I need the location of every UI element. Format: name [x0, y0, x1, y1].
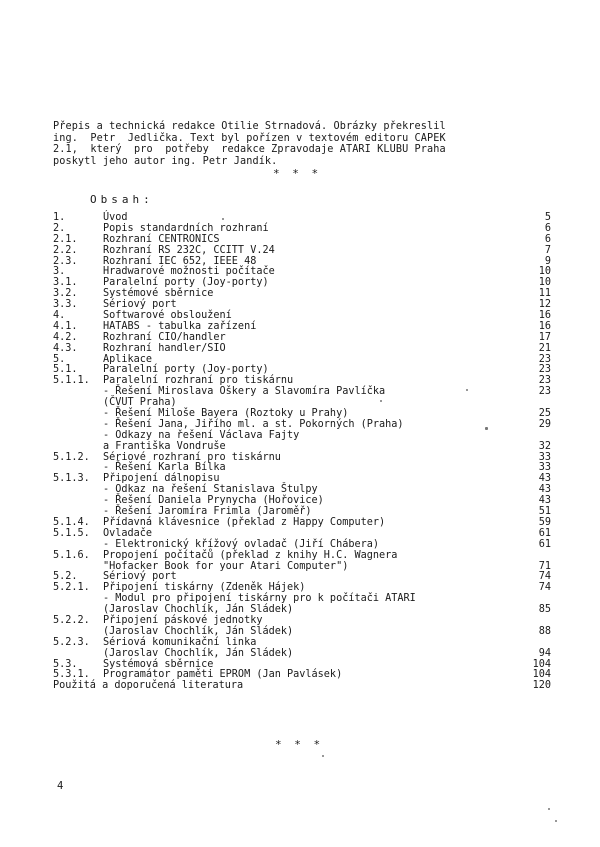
toc-entry — [53, 538, 551, 550]
toc-entry — [53, 669, 551, 681]
toc-entry-page: 16 — [538, 320, 551, 332]
toc-entry-title: - Řešení Karla Bílka — [103, 462, 226, 474]
toc-entry — [53, 386, 551, 398]
toc-entry-title: a Františka Vondruše — [103, 440, 226, 452]
toc-entry-page: 74 — [538, 582, 551, 594]
toc-entry-title: (Jaroslav Chochlík, Ján Sládek) — [103, 647, 294, 659]
toc-entry-title: Paralelní porty (Joy-porty) — [103, 364, 269, 376]
toc-entry-title: Popis standardních rozhraní — [103, 222, 269, 234]
toc-entry-page: 104 — [532, 669, 551, 681]
toc-entry — [53, 516, 551, 528]
toc-entry-title: Aplikace — [103, 353, 153, 365]
toc-entry-title: - Elektronický křížový ovladač (Jiří Chábera) — [103, 538, 380, 550]
toc-entry-title: Programátor paměti EPROM (Jan Pavlásek) — [103, 669, 343, 681]
toc-entry-page: 94 — [538, 647, 551, 659]
toc-entry — [53, 299, 551, 311]
toc-entry — [53, 310, 551, 322]
toc-entry-title: Připojení dálnopisu — [103, 473, 220, 485]
toc-entry-page: 10 — [538, 277, 551, 289]
toc-entry-page: 25 — [538, 408, 551, 420]
toc-entry — [53, 658, 551, 670]
toc-entry-number: 5.2. — [53, 571, 78, 583]
toc-entry-page: 12 — [538, 299, 551, 311]
toc-entry-page: 61 — [538, 538, 551, 550]
toc-entry-page: 23 — [538, 353, 551, 365]
toc-entry-page: 17 — [538, 331, 551, 343]
toc-entry-title: - Modul pro připojení tiskárny pro k počítači ATARI — [103, 593, 416, 605]
toc-entry-title: "Hofacker Book for your Atari Computer") — [103, 560, 349, 572]
toc-entry — [53, 647, 551, 659]
toc-entry-title: Rozhraní RS 232C, CCITT V.24 — [103, 244, 275, 256]
table-of-contents — [53, 212, 551, 692]
toc-entry-title: Sériový port — [103, 299, 177, 311]
toc-entry-number: 5.1.1. — [53, 375, 90, 387]
toc-entry — [53, 342, 551, 354]
toc-entry-page: 23 — [538, 364, 551, 376]
toc-entry — [53, 571, 551, 583]
toc-entry — [53, 397, 503, 408]
toc-entry-page: 43 — [538, 473, 551, 485]
toc-entry — [53, 560, 551, 572]
toc-entry — [53, 484, 551, 496]
toc-entry-title: Rozhraní CIO/handler — [103, 331, 226, 343]
scan-speck — [322, 755, 324, 757]
toc-entry-title: Hradwarové možnosti počítače — [103, 266, 275, 278]
toc-entry-title: Připojení páskové jednotky — [103, 614, 263, 626]
toc-entry — [53, 244, 551, 256]
toc-entry-page: 71 — [538, 560, 551, 572]
toc-entry-page: 43 — [538, 495, 551, 507]
credits-line: 2.1, který pro potřeby redakce Zpravodaje ATARI KLUBU Praha — [53, 144, 446, 156]
scan-speck — [380, 400, 382, 402]
toc-entry-title: Sériová komunikační linka — [103, 636, 257, 648]
toc-entry-page: 59 — [538, 516, 551, 528]
toc-entry-page: 16 — [538, 310, 551, 322]
credits-paragraph — [53, 121, 563, 167]
scan-speck — [555, 820, 557, 822]
toc-entry — [53, 288, 551, 300]
toc-entry — [53, 625, 551, 637]
toc-entry-number: 3. — [53, 266, 66, 278]
toc-entry-page: 7 — [544, 244, 551, 256]
toc-entry-number: 4.2. — [53, 331, 78, 343]
toc-entry-title: HATABS - tabulka zařízení — [103, 320, 257, 332]
scan-speck — [548, 808, 550, 810]
toc-entry-title: Propojení počítačů (překlad z knihy H.C. Wagnera — [103, 549, 398, 561]
toc-entry — [53, 473, 551, 485]
toc-entry — [53, 440, 551, 452]
toc-entry-number: 5.1.2. — [53, 451, 90, 463]
toc-entry-title: (Jaroslav Chochlík, Ján Sládek) — [103, 604, 294, 616]
toc-entry-page: 120 — [532, 680, 551, 692]
toc-entry-title: Rozhraní handler/SIO — [103, 342, 226, 354]
toc-entry — [53, 593, 503, 604]
toc-entry — [53, 451, 551, 463]
toc-entry-title: - Řešení Miloše Bayera (Roztoky u Prahy) — [103, 408, 349, 420]
toc-entry-number: 5. — [53, 353, 66, 365]
toc-entry-page: 43 — [538, 484, 551, 496]
toc-entry-title: Softwarové obsloužení — [103, 310, 232, 322]
toc-entry-page: 61 — [538, 527, 551, 539]
toc-entry-title: - Řešení Jaromíra Frimla (Jaroměř) — [103, 506, 312, 518]
toc-entry-number: 5.3. — [53, 658, 78, 670]
toc-entry-page: 23 — [538, 386, 551, 398]
credits-line: ing. Petr Jedlička. Text byl pořízen v textovém editoru CAPEK — [53, 132, 446, 144]
toc-entry — [53, 462, 551, 474]
toc-entry-number: 2.2. — [53, 244, 78, 256]
toc-entry-title: - Řešení Jana, Jiřího ml. a st. Pokorných (Praha) — [103, 418, 404, 430]
toc-entry-number: 2.3. — [53, 255, 78, 267]
toc-entry-title: Úvod — [103, 212, 128, 223]
toc-entry — [53, 604, 551, 616]
toc-entry — [53, 506, 551, 518]
toc-entry-title: - Odkaz na řešení Stanislava Štulpy — [103, 484, 318, 496]
toc-entry — [53, 255, 551, 267]
toc-entry-number: 5.1.4. — [53, 516, 90, 528]
separator-stars-top: * * * — [273, 167, 322, 180]
toc-heading: Obsah: — [90, 193, 154, 206]
toc-entry-page: 32 — [538, 440, 551, 452]
toc-entry — [53, 233, 551, 245]
toc-entry — [53, 375, 551, 387]
toc-entry-title: Paralelní rozhraní pro tiskárnu — [103, 375, 294, 387]
toc-entry-title: Rozhraní IEC 652, IEEE 48 — [103, 255, 257, 267]
toc-entry-page: 9 — [544, 255, 551, 267]
toc-entry-number: 5.2.2. — [53, 614, 90, 626]
toc-entry-number: Použitá a doporučená literatura — [53, 680, 244, 692]
toc-entry — [53, 550, 503, 561]
toc-entry-number: 3.1. — [53, 277, 78, 289]
toc-entry-title: - Odkazy na řešení Václava Fajty — [103, 429, 300, 441]
toc-entry — [53, 495, 551, 507]
toc-entry-page: 88 — [538, 625, 551, 637]
toc-entry — [53, 582, 551, 594]
credits-line: poskytl jeho autor ing. Petr Jandík. — [53, 155, 278, 167]
toc-entry-number: 5.2.1. — [53, 582, 90, 594]
toc-entry-title: Přídavná klávesnice (překlad z Happy Computer) — [103, 516, 386, 528]
toc-entry-page: 33 — [538, 462, 551, 474]
toc-entry-number: 4.1. — [53, 320, 78, 332]
toc-entry-page: 33 — [538, 451, 551, 463]
toc-entry-page: 85 — [538, 604, 551, 616]
toc-entry — [53, 212, 551, 223]
toc-entry-title: Systémová sběrnice — [103, 658, 214, 670]
toc-entry — [53, 615, 503, 626]
toc-entry-title: - Řešení Daniela Prynycha (Hořovice) — [103, 495, 324, 507]
toc-entry — [53, 680, 551, 692]
toc-entry — [53, 408, 551, 420]
toc-entry — [53, 331, 551, 343]
toc-entry-number: 5.1.3. — [53, 473, 90, 485]
page-number: 4 — [57, 780, 64, 792]
toc-entry-title: (ČVUT Praha) — [103, 397, 177, 409]
toc-entry-title: Rozhraní CENTRONICS — [103, 233, 220, 245]
toc-entry-number: 3.2. — [53, 288, 78, 300]
scan-speck — [222, 218, 224, 220]
toc-entry-number: 5.1.6. — [53, 549, 90, 561]
toc-entry-title: (Jaroslav Chochlík, Ján Sládek) — [103, 625, 294, 637]
toc-entry-page: 74 — [538, 571, 551, 583]
scan-speck — [485, 427, 488, 430]
toc-entry — [53, 430, 503, 441]
toc-entry — [53, 527, 551, 539]
toc-entry-page: 6 — [544, 222, 551, 234]
toc-entry-page: 6 — [544, 233, 551, 245]
separator-stars-bottom: * * * — [275, 738, 324, 751]
scan-speck — [466, 389, 468, 391]
toc-entry-title: Sériové rozhraní pro tiskárnu — [103, 451, 281, 463]
toc-entry-page: 51 — [538, 506, 551, 518]
toc-entry-title: Paralelní porty (Joy-porty) — [103, 277, 269, 289]
toc-entry-number: 4.3. — [53, 342, 78, 354]
toc-entry-title: Sériový port — [103, 571, 177, 583]
toc-entry — [53, 222, 551, 234]
toc-entry — [53, 418, 551, 430]
toc-entry-page: 21 — [538, 342, 551, 354]
toc-entry-number: 2.1. — [53, 233, 78, 245]
toc-entry-number: 5.2.3. — [53, 636, 90, 648]
toc-entry-page: 5 — [544, 212, 551, 223]
toc-entry-page: 11 — [538, 288, 551, 300]
toc-entry — [53, 353, 551, 365]
toc-entry-number: 5.1.5. — [53, 527, 90, 539]
toc-entry-number: 1. — [53, 212, 66, 223]
toc-entry-title: Systémové sběrnice — [103, 288, 214, 300]
toc-entry-number: 5.3.1. — [53, 669, 90, 681]
toc-entry — [53, 637, 503, 648]
toc-entry — [53, 320, 551, 332]
toc-entry-page: 23 — [538, 375, 551, 387]
toc-entry — [53, 266, 551, 278]
toc-entry-page: 29 — [538, 418, 551, 430]
toc-entry-page: 104 — [532, 658, 551, 670]
toc-entry-title: - Řešení Miroslava Oškery a Slavomíra Pavlíčka — [103, 386, 386, 398]
toc-entry-number: 3.3. — [53, 299, 78, 311]
toc-entry-number: 2. — [53, 222, 66, 234]
toc-entry-number: 5.1. — [53, 364, 78, 376]
toc-entry-title: Ovladače — [103, 527, 153, 539]
credits-line: Přepis a technická redakce Otilie Strnadová. Obrázky překreslil — [53, 121, 446, 132]
toc-entry-number: 4. — [53, 310, 66, 322]
toc-entry — [53, 277, 551, 289]
toc-entry-page: 10 — [538, 266, 551, 278]
toc-entry-title: Připojení tiskárny (Zdeněk Hájek) — [103, 582, 306, 594]
toc-entry — [53, 364, 551, 376]
